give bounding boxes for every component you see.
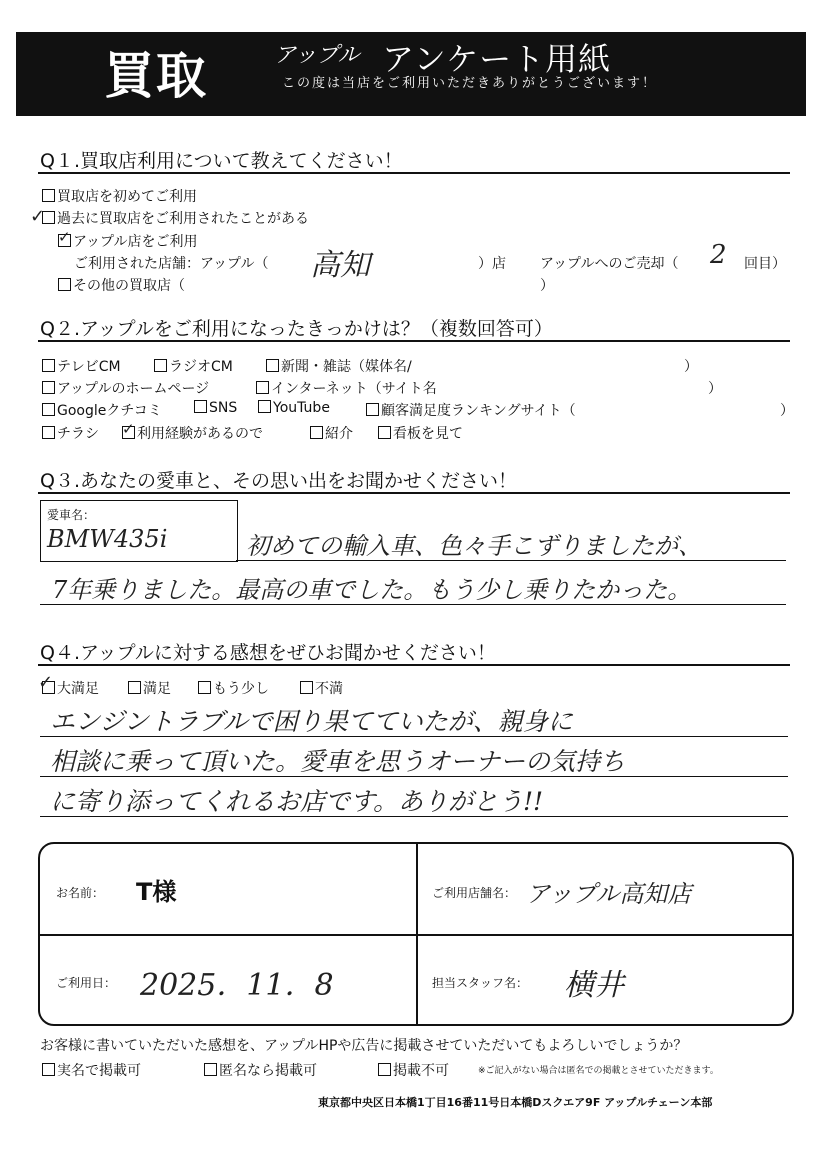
use-date-value[interactable]: 2025．11．8: [140, 968, 334, 1003]
sale-count-suffix: 回目）: [744, 256, 786, 272]
name-label: お名前：: [56, 886, 105, 900]
check-mark-icon: ✓: [122, 420, 135, 438]
q1-option-label: 買取店を初めてご利用: [57, 189, 197, 205]
q1-option-label: その他の買取店（: [73, 278, 185, 294]
checkbox[interactable]: [42, 381, 55, 394]
q1-divider: [38, 172, 790, 174]
staff-name-label: 担当スタッフ名：: [432, 976, 529, 990]
q4-option-unsatisfied[interactable]: [300, 678, 343, 698]
q4-option-satisfied[interactable]: [128, 678, 171, 698]
q2-option-tv[interactable]: [42, 356, 121, 376]
q1-other-close: ）: [540, 278, 554, 294]
use-date-label: ご利用日：: [56, 976, 117, 990]
kaitori-title: 買取: [104, 47, 208, 105]
apple-logo: アップル: [274, 43, 360, 68]
store-used-value[interactable]: 高知: [310, 248, 370, 283]
car-name-value[interactable]: BMW435i: [47, 525, 168, 553]
q1-option-past-use[interactable]: [42, 208, 309, 228]
q2-option-label: 新聞・雑誌（媒体名/: [281, 359, 412, 375]
publish-consent-question: お客様に書いていただいた感想を、アップルHPや広告に掲載させていただいてもよろしいでしょうか？: [40, 1038, 688, 1054]
store-name-value[interactable]: アップル高知店: [526, 880, 692, 908]
publish-option-label: 実名で掲載可: [57, 1063, 141, 1079]
checkbox[interactable]: [154, 359, 167, 372]
q2-option-label: テレビCM: [57, 359, 121, 375]
q4-option-label: 不満: [315, 681, 343, 697]
publish-option-anonymous[interactable]: [204, 1060, 317, 1080]
q2-option-label: 看板を見て: [393, 426, 463, 442]
memory-line-2[interactable]: 7年乗りました。最高の車でした。もう少し乗りたかった。: [52, 576, 692, 604]
q2-option-youtube[interactable]: [258, 400, 330, 416]
publish-option-label: 匿名なら掲載可: [219, 1063, 317, 1079]
q2-option-sns[interactable]: [194, 400, 237, 416]
check-mark-icon: ✓: [58, 228, 71, 246]
q4-option-so-so[interactable]: [198, 678, 269, 698]
check-mark-icon: ✓: [38, 672, 54, 693]
q2-option-label: インターネット（サイト名: [271, 381, 437, 397]
checkbox[interactable]: [194, 400, 207, 413]
store-used-suffix: ）店: [478, 256, 506, 272]
checkbox[interactable]: [256, 381, 269, 394]
q2-option-ranking[interactable]: [366, 400, 576, 420]
store-used-label: ご利用された店舗：アップル（: [74, 256, 269, 272]
checkbox[interactable]: [42, 359, 55, 372]
sale-count-label: アップルへのご売却（: [540, 256, 679, 272]
q2-option-flyer[interactable]: [42, 423, 99, 443]
checkbox[interactable]: [300, 681, 313, 694]
q4-divider: [38, 664, 790, 666]
company-address: 東京都中央区日本橋1丁目16番11号日本橋Dスクエア9F アップルチェーン本部: [318, 1096, 713, 1109]
q2-option-experience[interactable]: [122, 423, 263, 443]
checkbox[interactable]: [258, 400, 271, 413]
q2-option-label: SNS: [209, 400, 238, 416]
publish-option-real-name[interactable]: [42, 1060, 141, 1080]
q1-option-other[interactable]: [58, 275, 185, 295]
checkbox[interactable]: [42, 189, 55, 202]
q2-option-intro[interactable]: [310, 423, 353, 443]
checkbox[interactable]: [310, 426, 323, 439]
q4-option-label: もう少し: [213, 681, 269, 697]
q2-option-label: ラジオCM: [169, 359, 233, 375]
q2-option-label: 利用経験があるので: [137, 426, 263, 442]
checkbox[interactable]: [42, 211, 55, 224]
checkbox[interactable]: [204, 1063, 217, 1076]
checkbox[interactable]: [378, 1063, 391, 1076]
q4-option-label: 満足: [143, 681, 171, 697]
q2-ranking-close: ）: [780, 403, 794, 419]
q1-title: Q１.買取店利用について教えてください！: [40, 150, 403, 172]
q2-option-radio[interactable]: [154, 356, 233, 376]
q4-title: Q４.アップルに対する感想をぜひお聞かせください！: [40, 642, 496, 664]
publish-option-label: 掲載不可: [393, 1063, 449, 1079]
checkbox[interactable]: [58, 278, 71, 291]
q2-internet-close: ）: [708, 381, 722, 397]
q3-divider: [38, 492, 790, 494]
q4-option-label: 大満足: [57, 681, 99, 697]
car-name-box: [40, 500, 238, 562]
q2-option-google[interactable]: [42, 400, 162, 420]
q2-divider: [38, 340, 790, 342]
q1-option-first-time[interactable]: [42, 186, 197, 206]
store-name-label: ご利用店舗名：: [432, 886, 517, 900]
checkbox[interactable]: [42, 403, 55, 416]
header-subtitle: この度は当店をご利用いただきありがとうございます！: [282, 76, 658, 91]
checkbox[interactable]: [42, 1063, 55, 1076]
table-divider: [40, 934, 792, 936]
publish-option-no[interactable]: [378, 1060, 449, 1080]
impression-line-2[interactable]: 相談に乗って頂いた。愛車を思うオーナーの気持ち: [50, 747, 626, 776]
checkbox[interactable]: [42, 426, 55, 439]
car-name-label: 愛車名：: [47, 508, 96, 522]
q2-title: Q２.アップルをご利用になったきっかけは？（複数回答可）: [40, 318, 553, 340]
impression-line-3[interactable]: に寄り添ってくれるお店です。ありがとう!!: [50, 787, 544, 816]
q2-option-label: チラシ: [57, 426, 99, 442]
checkbox[interactable]: [198, 681, 211, 694]
name-value[interactable]: T様: [136, 878, 177, 906]
q2-newspaper-close: ）: [684, 359, 698, 375]
publish-note: ※ご記入がない場合は匿名での掲載とさせていただきます。: [478, 1066, 719, 1076]
q1-option-label: 過去に買取店をご利用されたことがある: [57, 211, 309, 227]
q2-option-label: アップルのホームページ: [57, 381, 210, 397]
q1-option-label: アップル店をご利用: [73, 234, 198, 250]
sale-count-value[interactable]: 2: [710, 240, 727, 270]
checkbox[interactable]: [378, 426, 391, 439]
q2-option-sign[interactable]: [378, 423, 463, 443]
q2-option-internet[interactable]: [256, 378, 437, 398]
impression-line-1[interactable]: エンジントラブルで困り果てていたが、親身に: [50, 707, 573, 736]
checkbox[interactable]: [128, 681, 141, 694]
checkbox[interactable]: [266, 359, 279, 372]
checkbox[interactable]: [366, 403, 379, 416]
staff-name-value[interactable]: 横井: [564, 968, 624, 1003]
q2-option-label: YouTube: [273, 400, 330, 416]
survey-title: アンケート用紙: [382, 40, 612, 78]
q3-title: Q３.あなたの愛車と、その思い出をお聞かせください！: [40, 470, 517, 492]
customer-info-table: [38, 842, 794, 1026]
header-banner: [16, 32, 806, 116]
check-mark-icon: ✓: [30, 206, 46, 227]
q2-option-newspaper[interactable]: [266, 356, 412, 376]
q2-option-label: Googleクチコミ: [57, 403, 162, 419]
q1-option-apple[interactable]: [58, 231, 197, 251]
q2-option-label: 紹介: [325, 426, 353, 442]
q2-option-label: 顧客満足度ランキングサイト（: [381, 403, 576, 419]
q2-option-homepage[interactable]: [42, 378, 209, 398]
memory-line-1[interactable]: 初めての輸入車、色々手こずりましたが、: [246, 532, 702, 560]
